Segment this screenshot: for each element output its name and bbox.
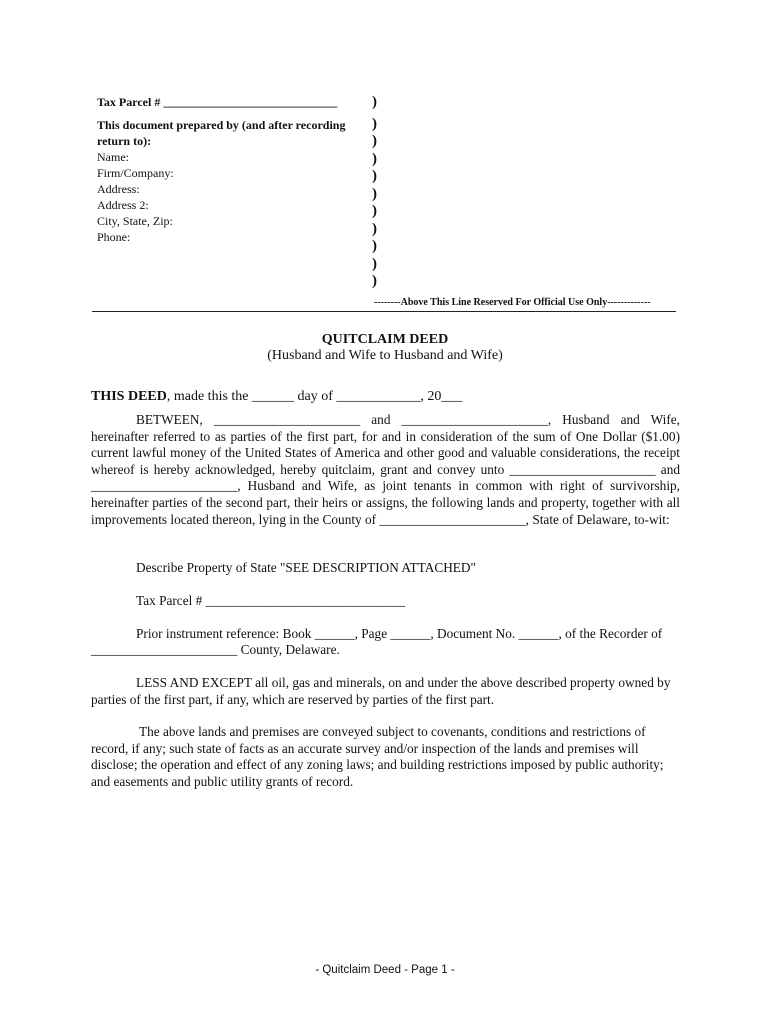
reserved-line-label: --------Above This Line Reserved For Official Use Only------------- xyxy=(374,297,651,308)
field-phone: Phone: xyxy=(97,230,131,244)
field-firm: Firm/Company: xyxy=(97,166,174,180)
paren: ) xyxy=(372,185,377,202)
divider xyxy=(92,311,676,312)
paren: ) xyxy=(372,273,377,289)
prepared-by-block xyxy=(97,94,377,245)
field-city-state-zip: City, State, Zip: xyxy=(97,214,173,228)
deed-lead: THIS DEED xyxy=(91,389,167,404)
prior-instrument-line-1: Prior instrument reference: Book ______, Page ______, Document No. ______, of the Recorder of xyxy=(136,626,663,641)
paren: ) xyxy=(372,150,377,167)
field-address-2: Address 2: xyxy=(97,198,149,212)
paren: ) xyxy=(372,168,377,184)
conveyed-paragraph: The above lands and premises are conveyed subject to covenants, conditions and restrictions of record, if any; such state of facts as an accurate survey and/or inspection of the lands and premises will disclose; the operation and effect of any zoning laws; and building restrictions imposed by public authority; and easements and public utility grants of record. xyxy=(91,724,664,789)
deed-made-rest: , made this the ______ day of ____________, 20___ xyxy=(166,389,463,404)
deed-title: QUITCLAIM DEED xyxy=(321,332,449,347)
tax-parcel-line: Tax Parcel # ______________________________ xyxy=(136,593,406,608)
tax-parcel-header: Tax Parcel # _____________________________ xyxy=(97,95,338,109)
paren: ) xyxy=(372,94,377,110)
paren: ) xyxy=(372,255,377,272)
paren: ) xyxy=(372,203,377,219)
field-address: Address: xyxy=(97,182,140,196)
paren: ) xyxy=(372,238,377,254)
deed-subtitle: (Husband and Wife to Husband and Wife) xyxy=(267,348,503,363)
bracket-column xyxy=(372,94,386,291)
describe-property: Describe Property of State "SEE DESCRIPTION ATTACHED" xyxy=(136,560,476,575)
between-paragraph: BETWEEN, ______________________ and ______________________, Husband and Wife, hereinafter referred to as parties of the first part, for and in consideration of the sum of One Dollar ($1.00) current lawful money of the United States of America and other good and valuable considerations, the receipt whereof is hereby acknowledged, hereby quitclaim, grant and convey unto ______________________ and ______________________, Husband and Wife, as joint tenants in common with right of survivorship, hereinafter parties of the second part, their heirs or assigns, the following lands and property, together with all improvements located thereon, lying in the County of ______________________, State of Delaware, to-wit: xyxy=(91,412,680,527)
less-except-paragraph: LESS AND EXCEPT all oil, gas and minerals, on and under the above described property owned by parties of the first part, if any, which are reserved by parties of the first part. xyxy=(91,675,671,707)
paren: ) xyxy=(372,133,377,149)
paren: ) xyxy=(372,115,377,132)
prepared-by-label: This document prepared by (and after recording return to): xyxy=(97,118,346,148)
prior-instrument-line-2: ______________________ County, Delaware. xyxy=(91,642,340,657)
deed-made-line xyxy=(91,389,680,406)
paren: ) xyxy=(372,220,377,237)
field-name: Name: xyxy=(97,150,129,164)
page-footer: - Quitclaim Deed - Page 1 - xyxy=(315,964,455,976)
